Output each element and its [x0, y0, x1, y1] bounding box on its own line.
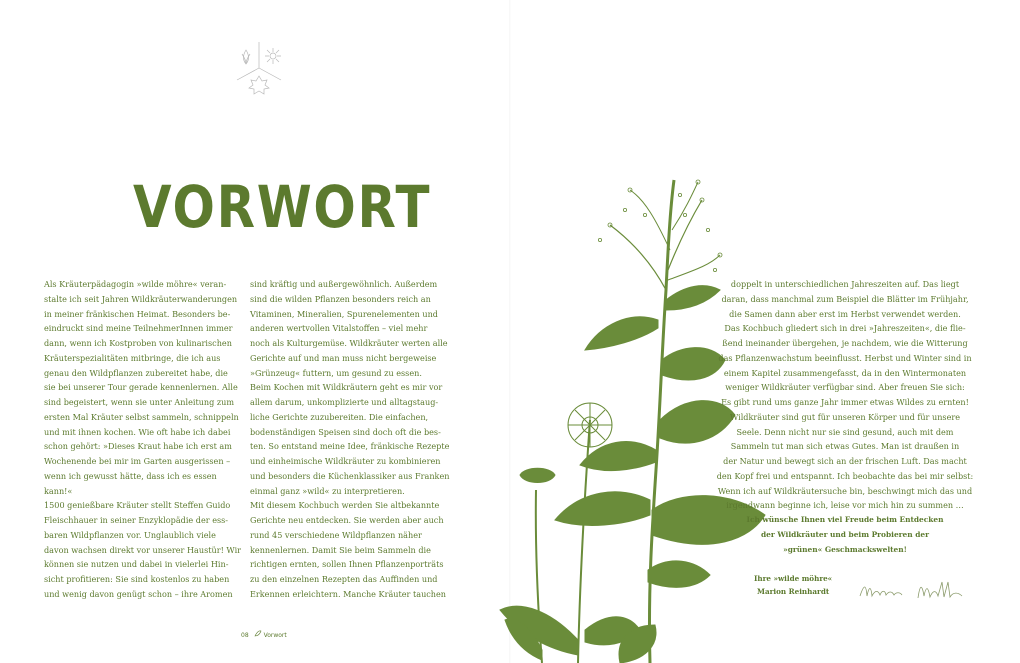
text-line: weniger Wildkräuter verfügbar sind. Aber freuen Sie sich:	[725, 382, 965, 393]
text-line: die Samen dann aber erst im Herbst verwendet werden.	[729, 308, 961, 319]
text-line: ten. So entstand meine Idee, fränkische Rezepte	[250, 441, 450, 452]
text-line: ßend ineinander übergehen, je nachdem, wie die Witterung	[722, 338, 968, 348]
text-line: doppelt in unterschiedlichen Jahreszeiten auf. Das liegt	[730, 279, 960, 289]
text-line: rund 45 verschiedene Wildpflanzen näher	[250, 529, 422, 540]
text-line: genau den Wildpflanzen zubereitet habe, die	[44, 367, 228, 378]
text-line: 1500 genießbare Kräuter stellt Steffen Guido	[44, 500, 231, 511]
seasons-logo-icon	[234, 40, 284, 96]
text-line: Wenn ich auf Wildkräutersuche bin, beschwingt mich das und	[717, 485, 973, 496]
text-line: Das Kochbuch gliedert sich in drei »Jahreszeiten«, die flie-	[724, 323, 966, 334]
closing-line: Ich wünsche Ihnen viel Freude beim Entdecken	[746, 515, 944, 524]
text-line: richtigen ernten, sollen Ihnen Pflanzenporträts	[250, 559, 444, 570]
text-line: Seele. Denn nicht nur sie sind gesund, auch mit dem	[736, 426, 954, 437]
text-line: »Grünzeug« futtern, um gesund zu essen.	[250, 367, 422, 378]
text-line: stalte ich seit Jahren Wildkräuterwanderungen	[44, 293, 238, 304]
text-line: sind die wilden Pflanzen besonders reich an	[250, 293, 431, 304]
page-number: 08	[241, 632, 249, 639]
right-column	[714, 277, 976, 557]
text-line: sie bei unserer Tour gerade kennenlernen. Alle	[44, 382, 238, 393]
text-line: irgendwann beginne ich, leise vor mich hin zu summen …	[726, 500, 964, 511]
page-title: VORWORT	[133, 173, 432, 241]
text-line: schon gehört: »Dieses Kraut habe ich erst am	[44, 441, 232, 452]
text-line: zu den einzelnen Rezepten das Auffinden und	[250, 574, 438, 584]
text-line: kennenlernen. Damit Sie beim Sammeln die	[250, 544, 431, 555]
text-line: und wenig davon genügt schon – ihre Aromen	[44, 588, 233, 599]
text-line: Beim Kochen mit Wildkräutern geht es mir vor	[250, 382, 443, 393]
text-line: anderen wertvollen Vitalstoffen – viel mehr	[250, 323, 428, 334]
text-line: Als Kräuterpädagogin »wilde möhre« veran-	[44, 279, 227, 289]
text-line: Wildkräuter sind gut für unseren Körper und für unsere	[729, 411, 961, 422]
folio-section: Vorwort	[263, 632, 287, 639]
text-line: Gerichte neu entdecken. Sie werden aber auch	[250, 515, 444, 525]
text-line: wenn ich gewusst hätte, dass ich es essen	[44, 470, 217, 481]
leaf-icon	[254, 630, 262, 637]
text-line: und einheimische Wildkräuter zu kombinieren	[250, 456, 441, 466]
left-column-1	[44, 277, 242, 602]
text-line: sind begeistert, wenn sie unter Anleitung zum	[44, 397, 235, 407]
text-line: Wochenende bei mir im Garten ausgerissen –	[44, 456, 231, 466]
text-line: baren Wildpflanzen vor. Unglaublich viele	[44, 529, 216, 540]
text-line: Fleischhauer in seiner Enzyklopädie der ess-	[44, 515, 229, 525]
signoff	[754, 572, 832, 598]
text-line: Kräuterspezialitäten mitbringe, die ich aus	[44, 352, 221, 363]
text-line: allem darum, unkomplizierte und alltagstaug-	[250, 397, 439, 407]
text-line: das Pflanzenwachstum beeinflusst. Herbst und Winter sind in	[718, 352, 972, 363]
text-line: Es gibt rund ums ganze Jahr immer etwas Wildes zu ernten!	[721, 397, 969, 407]
closing-line: der Wildkräuter und beim Probieren der	[761, 529, 929, 539]
text-line: kann!«	[44, 485, 73, 496]
text-line: ersten Mal Kräuter selbst sammeln, schnippeln	[44, 411, 239, 422]
text-line: einem Kapitel zusammengefasst, da in den Wintermonaten	[723, 367, 967, 378]
text-line: und besonders die Küchenklassiker aus Franken	[250, 470, 450, 481]
text-line: Gerichte auf und man muss nicht bergeweise	[250, 352, 437, 363]
text-line: Erkennen erleichtern. Manche Kräuter tauchen	[250, 588, 447, 599]
text-line: bodenständigen Speisen sind doch oft die bes-	[250, 426, 441, 437]
closing-line: »grünen« Geschmackswelten!	[783, 544, 907, 554]
text-line: dann, wenn ich Kostproben von kulinarischen	[44, 338, 232, 348]
folio	[241, 630, 287, 639]
text-line: Vitaminen, Mineralien, Spurenelementen und	[250, 308, 438, 319]
text-line: den Kopf frei und entspannt. Ich beobachte das bei mir selbst:	[716, 470, 974, 481]
text-line: liche Gerichte zuzubereiten. Die einfachen,	[250, 411, 429, 422]
signoff-name: Marion Reinhardt	[757, 587, 830, 596]
handwritten-signature	[858, 576, 973, 604]
text-line: davon wachsen direkt vor unserer Haustür! Wir	[44, 544, 242, 555]
text-line: in meiner fränkischen Heimat. Besonders be-	[44, 308, 231, 319]
text-line: sicht profitieren: Sie sind kostenlos zu haben	[44, 574, 230, 584]
text-line: der Natur und bewegt sich an der frischen Luft. Das macht	[723, 456, 967, 466]
text-line: und mit ihnen kochen. Wie oft habe ich dabei	[44, 426, 231, 437]
left-column-2	[250, 277, 450, 602]
text-line: daran, dass manchmal zum Beispiel die Blätter im Frühjahr,	[721, 293, 969, 304]
text-line: einmal ganz »wild« zu interpretieren.	[250, 485, 405, 496]
text-line: Sammeln tut man sich etwas Gutes. Man ist draußen in	[730, 441, 960, 452]
signoff-line-1: Ihre »wilde möhre«	[754, 574, 833, 583]
text-line: eindruckt sind meine TeilnehmerInnen immer	[44, 323, 233, 334]
text-line: noch als Kulturgemüse. Wildkräuter werten alle	[250, 338, 448, 348]
text-line: können sie nutzen und dabei in vielerlei Hin-	[44, 559, 229, 570]
text-line: Mit diesem Kochbuch werden Sie altbekannte	[250, 500, 440, 511]
text-line: sind kräftig und außergewöhnlich. Außerdem	[250, 279, 438, 289]
